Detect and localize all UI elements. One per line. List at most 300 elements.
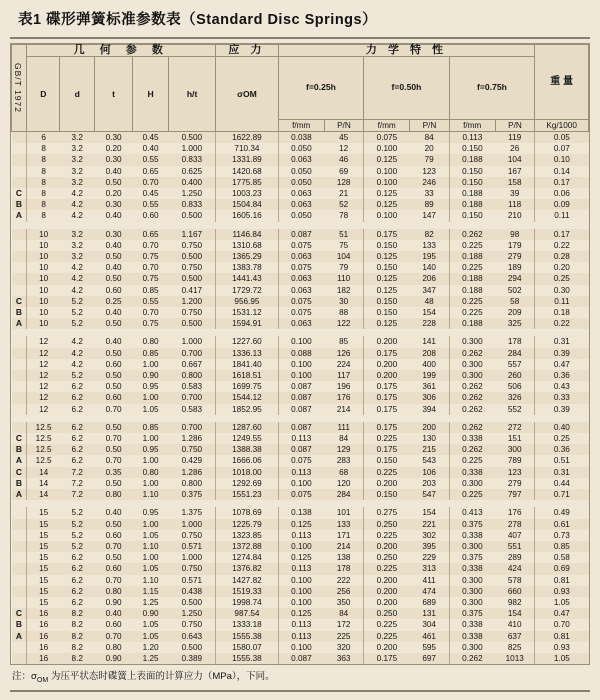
table-row[interactable] xyxy=(12,240,589,251)
table-row[interactable] xyxy=(12,642,589,653)
cell-f050-p: 208 xyxy=(410,348,450,359)
header-f-mm-1: f/mm xyxy=(278,119,324,131)
cell-sigma: 1372.88 xyxy=(216,541,279,552)
cell-H: 1.00 xyxy=(133,455,169,466)
cell-f050-f: 0.150 xyxy=(364,262,410,273)
cell-f025-f: 0.075 xyxy=(278,455,324,466)
table-row[interactable] xyxy=(12,467,589,478)
cell-f050-p: 221 xyxy=(410,519,450,530)
cell-d: 4.2 xyxy=(60,359,94,370)
cell-f025-f: 0.087 xyxy=(278,229,324,240)
cell-H: 0.80 xyxy=(133,336,169,347)
cell-H: 0.80 xyxy=(133,467,169,478)
cell-f025-p: 84 xyxy=(324,433,364,444)
table-row[interactable] xyxy=(12,262,589,273)
cell-D: 10 xyxy=(27,307,60,318)
cell-f050-p: 474 xyxy=(410,586,450,597)
row-mark: B xyxy=(12,199,27,210)
cell-D: 14 xyxy=(27,467,60,478)
cell-d: 7.2 xyxy=(60,467,94,478)
row-mark: A xyxy=(12,210,27,221)
cell-f050-p: 154 xyxy=(410,507,450,518)
cell-H: 1.15 xyxy=(133,586,169,597)
table-row[interactable] xyxy=(12,285,589,296)
cell-f025-p: 222 xyxy=(324,575,364,586)
cell-H: 0.65 xyxy=(133,229,169,240)
cell-kg: 0.40 xyxy=(535,422,589,433)
cell-t: 0.60 xyxy=(94,619,132,630)
table-row[interactable] xyxy=(12,307,589,318)
cell-ht: 0.750 xyxy=(168,307,215,318)
cell-sigma: 1146.84 xyxy=(216,229,279,240)
cell-d: 5.2 xyxy=(60,507,94,518)
cell-f025-p: 128 xyxy=(324,177,364,188)
cell-f075-f: 0.300 xyxy=(449,478,495,489)
cell-f025-f: 0.088 xyxy=(278,348,324,359)
cell-f025-f: 0.038 xyxy=(278,132,324,144)
row-mark: C xyxy=(12,608,27,619)
table-row[interactable] xyxy=(12,631,589,642)
cell-f050-f: 0.250 xyxy=(364,519,410,530)
cell-f050-p: 199 xyxy=(410,370,450,381)
cell-kg: 0.22 xyxy=(535,318,589,329)
cell-kg: 0.31 xyxy=(535,467,589,478)
header-col-ht: h/t xyxy=(168,57,215,132)
table-row[interactable] xyxy=(12,541,589,552)
cell-kg: 0.06 xyxy=(535,188,589,199)
cell-D: 10 xyxy=(27,251,60,262)
cell-D: 12.5 xyxy=(27,444,60,455)
table-row[interactable] xyxy=(12,336,589,347)
cell-f025-f: 0.075 xyxy=(278,296,324,307)
row-mark xyxy=(12,381,27,392)
cell-f075-p: 176 xyxy=(495,507,535,518)
cell-t: 0.35 xyxy=(94,467,132,478)
group-separator xyxy=(12,329,589,336)
table-row[interactable] xyxy=(12,444,589,455)
cell-d: 3.2 xyxy=(60,143,94,154)
table-row[interactable] xyxy=(12,478,589,489)
cell-ht: 0.750 xyxy=(168,530,215,541)
cell-H: 1.25 xyxy=(133,653,169,664)
cell-sigma: 1775.85 xyxy=(216,177,279,188)
table-row[interactable] xyxy=(12,619,589,630)
cell-f025-p: 101 xyxy=(324,507,364,518)
cell-d: 6.2 xyxy=(60,575,94,586)
cell-H: 1.00 xyxy=(133,552,169,563)
cell-d: 8.2 xyxy=(60,631,94,642)
table-row[interactable] xyxy=(12,210,589,221)
row-mark xyxy=(12,262,27,273)
cell-f025-f: 0.050 xyxy=(278,143,324,154)
cell-f025-f: 0.063 xyxy=(278,154,324,165)
cell-f025-f: 0.113 xyxy=(278,631,324,642)
cell-D: 8 xyxy=(27,154,60,165)
cell-t: 0.50 xyxy=(94,251,132,262)
table-row[interactable] xyxy=(12,519,589,530)
group-separator-cell xyxy=(12,500,589,507)
cell-f050-f: 0.275 xyxy=(364,507,410,518)
cell-ht: 0.389 xyxy=(168,653,215,664)
cell-f075-p: 797 xyxy=(495,489,535,500)
cell-sigma: 1699.75 xyxy=(216,381,279,392)
cell-sigma: 1531.12 xyxy=(216,307,279,318)
cell-D: 12 xyxy=(27,381,60,392)
cell-d: 5.2 xyxy=(60,530,94,541)
table-row[interactable] xyxy=(12,296,589,307)
cell-f050-f: 0.225 xyxy=(364,631,410,642)
cell-f025-f: 0.050 xyxy=(278,210,324,221)
cell-D: 16 xyxy=(27,642,60,653)
cell-f025-f: 0.100 xyxy=(278,478,324,489)
table-row[interactable] xyxy=(12,318,589,329)
row-mark xyxy=(12,251,27,262)
cell-f025-f: 0.087 xyxy=(278,392,324,403)
cell-H: 0.75 xyxy=(133,318,169,329)
cell-H: 0.65 xyxy=(133,166,169,177)
cell-kg: 0.11 xyxy=(535,210,589,221)
cell-f050-p: 154 xyxy=(410,307,450,318)
cell-d: 3.2 xyxy=(60,132,94,144)
cell-kg: 0.28 xyxy=(535,251,589,262)
row-mark xyxy=(12,370,27,381)
group-separator xyxy=(12,415,589,422)
row-mark xyxy=(12,166,27,177)
cell-f025-p: 196 xyxy=(324,381,364,392)
cell-D: 10 xyxy=(27,240,60,251)
cell-ht: 0.700 xyxy=(168,348,215,359)
cell-kg: 0.93 xyxy=(535,586,589,597)
row-mark xyxy=(12,240,27,251)
table-row[interactable] xyxy=(12,563,589,574)
table-row[interactable] xyxy=(12,653,589,664)
cell-f025-f: 0.087 xyxy=(278,653,324,664)
row-mark: B xyxy=(12,444,27,455)
header-mechanics: 力 学 特 性 xyxy=(278,45,535,57)
cell-f075-f: 0.225 xyxy=(449,489,495,500)
header-stress: 应 力 xyxy=(216,45,279,57)
cell-kg: 0.44 xyxy=(535,478,589,489)
cell-f075-p: 552 xyxy=(495,404,535,415)
cell-f025-f: 0.087 xyxy=(278,404,324,415)
row-mark: B xyxy=(12,307,27,318)
cell-kg: 0.58 xyxy=(535,552,589,563)
table-row[interactable] xyxy=(12,370,589,381)
table-row[interactable] xyxy=(12,143,589,154)
table-row[interactable] xyxy=(12,188,589,199)
cell-f050-f: 0.200 xyxy=(364,597,410,608)
cell-D: 10 xyxy=(27,229,60,240)
table-row[interactable] xyxy=(12,404,589,415)
row-mark xyxy=(12,348,27,359)
cell-f050-p: 302 xyxy=(410,530,450,541)
cell-f025-f: 0.063 xyxy=(278,188,324,199)
cell-f050-p: 206 xyxy=(410,273,450,284)
cell-d: 7.2 xyxy=(60,478,94,489)
cell-f075-f: 0.300 xyxy=(449,642,495,653)
cell-H: 0.70 xyxy=(133,240,169,251)
cell-kg: 0.43 xyxy=(535,381,589,392)
table-row[interactable] xyxy=(12,489,589,500)
cell-D: 8 xyxy=(27,177,60,188)
cell-d: 6.2 xyxy=(60,392,94,403)
cell-ht: 0.375 xyxy=(168,489,215,500)
cell-f025-p: 176 xyxy=(324,392,364,403)
header-f050: f=0.50h xyxy=(364,57,450,120)
table-row[interactable] xyxy=(12,530,589,541)
cell-f075-p: 179 xyxy=(495,240,535,251)
cell-f075-p: 326 xyxy=(495,392,535,403)
cell-f075-f: 0.338 xyxy=(449,467,495,478)
cell-f050-f: 0.125 xyxy=(364,273,410,284)
table-row[interactable] xyxy=(12,273,589,284)
cell-sigma: 987.54 xyxy=(216,608,279,619)
table-row[interactable] xyxy=(12,348,589,359)
table-row[interactable] xyxy=(12,575,589,586)
table-row[interactable] xyxy=(12,229,589,240)
cell-f075-p: 982 xyxy=(495,597,535,608)
cell-f075-f: 0.188 xyxy=(449,285,495,296)
cell-H: 1.00 xyxy=(133,392,169,403)
cell-f050-f: 0.125 xyxy=(364,188,410,199)
cell-t: 0.60 xyxy=(94,392,132,403)
cell-d: 5.2 xyxy=(60,519,94,530)
cell-f025-p: 78 xyxy=(324,210,364,221)
cell-f075-f: 0.338 xyxy=(449,433,495,444)
cell-t: 0.50 xyxy=(94,381,132,392)
cell-f050-f: 0.125 xyxy=(364,251,410,262)
cell-f025-f: 0.050 xyxy=(278,166,324,177)
cell-f075-p: 58 xyxy=(495,296,535,307)
cell-t: 0.70 xyxy=(94,404,132,415)
cell-f075-p: 284 xyxy=(495,348,535,359)
row-mark xyxy=(12,507,27,518)
cell-f075-f: 0.150 xyxy=(449,210,495,221)
cell-f025-p: 224 xyxy=(324,359,364,370)
cell-f075-f: 0.150 xyxy=(449,143,495,154)
cell-H: 1.05 xyxy=(133,404,169,415)
table-row[interactable] xyxy=(12,507,589,518)
cell-f025-p: 75 xyxy=(324,240,364,251)
cell-sigma: 1310.68 xyxy=(216,240,279,251)
cell-t: 0.40 xyxy=(94,240,132,251)
cell-f025-f: 0.100 xyxy=(278,642,324,653)
cell-d: 8.2 xyxy=(60,642,94,653)
row-mark: A xyxy=(12,631,27,642)
cell-f025-f: 0.100 xyxy=(278,336,324,347)
table-row[interactable] xyxy=(12,608,589,619)
footnote-symbol-subscript: OM xyxy=(36,677,49,685)
cell-kg: 0.81 xyxy=(535,631,589,642)
cell-f025-p: 171 xyxy=(324,530,364,541)
header-p-n-2: P/N xyxy=(410,119,450,131)
table-row[interactable] xyxy=(12,552,589,563)
cell-f050-p: 313 xyxy=(410,563,450,574)
table-row[interactable] xyxy=(12,199,589,210)
cell-sigma: 1580.07 xyxy=(216,642,279,653)
cell-f025-p: 12 xyxy=(324,143,364,154)
cell-f050-p: 141 xyxy=(410,336,450,347)
cell-f050-f: 0.200 xyxy=(364,575,410,586)
cell-f075-f: 0.338 xyxy=(449,631,495,642)
cell-f050-f: 0.150 xyxy=(364,489,410,500)
cell-f075-f: 0.225 xyxy=(449,307,495,318)
table-row[interactable] xyxy=(12,392,589,403)
cell-f050-p: 547 xyxy=(410,489,450,500)
cell-ht: 0.750 xyxy=(168,444,215,455)
cell-f025-p: 284 xyxy=(324,489,364,500)
cell-sigma: 1555.38 xyxy=(216,631,279,642)
cell-f050-p: 89 xyxy=(410,199,450,210)
cell-f075-f: 0.300 xyxy=(449,336,495,347)
cell-D: 15 xyxy=(27,519,60,530)
cell-ht: 0.800 xyxy=(168,478,215,489)
table-row[interactable] xyxy=(12,251,589,262)
cell-f050-p: 304 xyxy=(410,619,450,630)
cell-f075-p: 789 xyxy=(495,455,535,466)
table-row[interactable] xyxy=(12,586,589,597)
cell-kg: 0.47 xyxy=(535,608,589,619)
footnote-text: 为压平状态时碟簧上表面的计算应力（MPa），下同。 xyxy=(50,671,275,683)
cell-D: 15 xyxy=(27,530,60,541)
cell-ht: 0.500 xyxy=(168,597,215,608)
table-row[interactable] xyxy=(12,381,589,392)
cell-d: 3.2 xyxy=(60,229,94,240)
cell-f025-f: 0.075 xyxy=(278,262,324,273)
cell-t: 0.30 xyxy=(94,199,132,210)
header-f-mm-3: f/mm xyxy=(449,119,495,131)
table-row[interactable] xyxy=(12,597,589,608)
cell-f075-f: 0.150 xyxy=(449,166,495,177)
cell-f050-p: 347 xyxy=(410,285,450,296)
cell-t: 0.50 xyxy=(94,422,132,433)
cell-kg: 0.73 xyxy=(535,530,589,541)
cell-f075-f: 0.188 xyxy=(449,273,495,284)
cell-sigma: 710.34 xyxy=(216,143,279,154)
cell-f050-f: 0.200 xyxy=(364,478,410,489)
cell-H: 1.25 xyxy=(133,597,169,608)
top-divider xyxy=(10,37,590,39)
cell-f025-p: 320 xyxy=(324,642,364,653)
cell-H: 1.10 xyxy=(133,489,169,500)
cell-ht: 1.286 xyxy=(168,433,215,444)
row-mark xyxy=(12,229,27,240)
cell-f075-p: 557 xyxy=(495,359,535,370)
table-row[interactable] xyxy=(12,455,589,466)
cell-D: 10 xyxy=(27,296,60,307)
cell-ht: 0.750 xyxy=(168,563,215,574)
table-row[interactable] xyxy=(12,422,589,433)
cell-t: 0.90 xyxy=(94,653,132,664)
cell-d: 5.2 xyxy=(60,318,94,329)
cell-f025-f: 0.100 xyxy=(278,370,324,381)
cell-ht: 1.000 xyxy=(168,519,215,530)
cell-f025-f: 0.087 xyxy=(278,444,324,455)
cell-f050-f: 0.125 xyxy=(364,199,410,210)
cell-H: 0.70 xyxy=(133,177,169,188)
cell-f050-f: 0.175 xyxy=(364,229,410,240)
cell-kg: 0.49 xyxy=(535,507,589,518)
cell-f050-p: 689 xyxy=(410,597,450,608)
cell-f075-p: 660 xyxy=(495,586,535,597)
cell-sigma: 1504.84 xyxy=(216,199,279,210)
cell-f025-p: 214 xyxy=(324,404,364,415)
cell-t: 0.30 xyxy=(94,154,132,165)
cell-f050-f: 0.125 xyxy=(364,285,410,296)
cell-sigma: 1249.55 xyxy=(216,433,279,444)
cell-t: 0.50 xyxy=(94,273,132,284)
cell-f075-p: 294 xyxy=(495,273,535,284)
cell-sigma: 1018.00 xyxy=(216,467,279,478)
table-row[interactable] xyxy=(12,433,589,444)
cell-t: 0.25 xyxy=(94,296,132,307)
cell-f025-p: 225 xyxy=(324,631,364,642)
cell-f050-p: 228 xyxy=(410,318,450,329)
cell-kg: 0.47 xyxy=(535,359,589,370)
table-row[interactable] xyxy=(12,132,589,144)
cell-kg: 0.09 xyxy=(535,199,589,210)
cell-f075-f: 0.262 xyxy=(449,404,495,415)
cell-t: 0.70 xyxy=(94,575,132,586)
cell-ht: 0.500 xyxy=(168,642,215,653)
cell-D: 12 xyxy=(27,370,60,381)
cell-t: 0.40 xyxy=(94,608,132,619)
cell-f050-p: 595 xyxy=(410,642,450,653)
cell-H: 0.40 xyxy=(133,143,169,154)
cell-d: 4.2 xyxy=(60,210,94,221)
cell-sigma: 956.95 xyxy=(216,296,279,307)
cell-f025-p: 178 xyxy=(324,563,364,574)
cell-kg: 0.61 xyxy=(535,519,589,530)
cell-kg: 0.93 xyxy=(535,642,589,653)
cell-kg: 0.51 xyxy=(535,455,589,466)
cell-ht: 0.429 xyxy=(168,455,215,466)
cell-kg: 0.22 xyxy=(535,240,589,251)
cell-t: 0.60 xyxy=(94,530,132,541)
cell-f025-f: 0.087 xyxy=(278,422,324,433)
cell-f075-p: 151 xyxy=(495,433,535,444)
cell-sigma: 1388.38 xyxy=(216,444,279,455)
cell-f050-p: 79 xyxy=(410,154,450,165)
cell-sigma: 1078.69 xyxy=(216,507,279,518)
row-mark xyxy=(12,530,27,541)
table-row[interactable] xyxy=(12,154,589,165)
cell-ht: 0.700 xyxy=(168,392,215,403)
table-row[interactable] xyxy=(12,166,589,177)
cell-D: 12 xyxy=(27,404,60,415)
cell-f075-p: 578 xyxy=(495,575,535,586)
cell-d: 6.2 xyxy=(60,552,94,563)
cell-f050-f: 0.175 xyxy=(364,422,410,433)
table-row[interactable] xyxy=(12,177,589,188)
cell-H: 1.05 xyxy=(133,631,169,642)
cell-f075-f: 0.188 xyxy=(449,251,495,262)
cell-ht: 0.750 xyxy=(168,240,215,251)
cell-sigma: 1555.38 xyxy=(216,653,279,664)
cell-H: 0.60 xyxy=(133,210,169,221)
cell-ht: 1.000 xyxy=(168,552,215,563)
cell-f075-f: 0.225 xyxy=(449,296,495,307)
cell-kg: 0.36 xyxy=(535,444,589,455)
cell-d: 5.2 xyxy=(60,296,94,307)
cell-H: 0.55 xyxy=(133,199,169,210)
header-col-D: D xyxy=(27,57,60,132)
cell-f050-p: 82 xyxy=(410,229,450,240)
cell-f050-f: 0.075 xyxy=(364,132,410,144)
cell-f050-f: 0.200 xyxy=(364,586,410,597)
cell-t: 0.50 xyxy=(94,444,132,455)
table-row[interactable] xyxy=(12,359,589,370)
